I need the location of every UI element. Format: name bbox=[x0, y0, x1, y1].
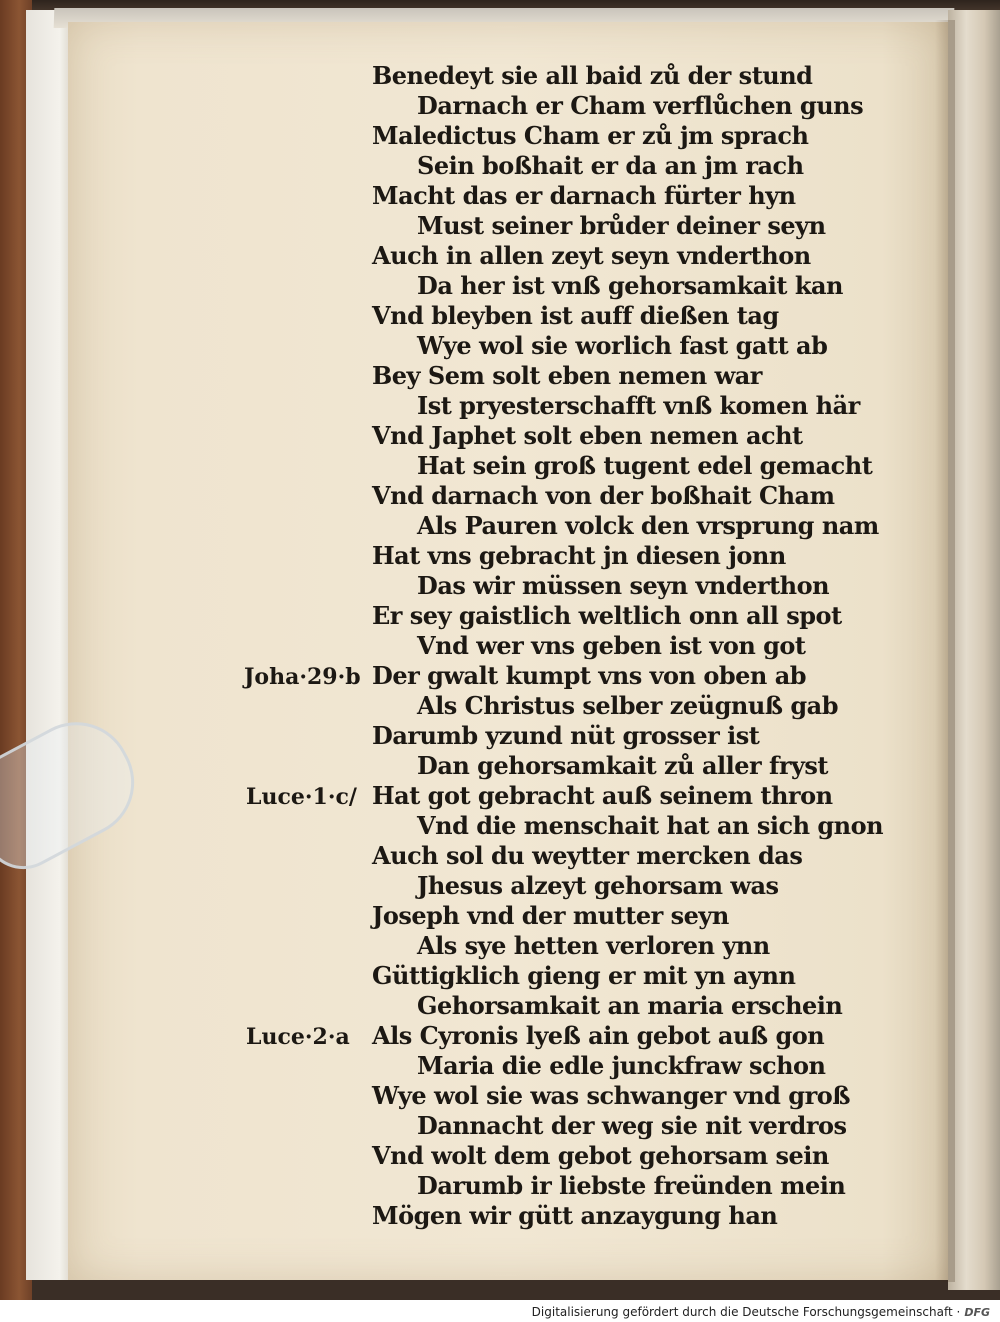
verse-line: Mögen wir gütt anzaygung han bbox=[372, 1201, 778, 1230]
verse-line: Wye wol sie was schwanger vnd groß bbox=[372, 1081, 850, 1110]
verse-line: Er sey gaistlich weltlich onn all spot bbox=[372, 601, 842, 630]
verse-line: Güttigklich gieng er mit yn aynn bbox=[372, 961, 796, 990]
verse-line: Maledictus Cham er zů jm sprach bbox=[372, 121, 809, 150]
margin-reference-john: Joha·29·b bbox=[244, 664, 361, 690]
verse-line: Maria die edle junckfraw schon bbox=[417, 1051, 826, 1080]
verse-line: Bey Sem solt eben nemen war bbox=[372, 361, 762, 390]
verse-line: Gehorsamkait an maria erschein bbox=[417, 991, 843, 1020]
credit-text: Digitalisierung gefördert durch die Deutsche Forschungsgemeinschaft · bbox=[531, 1305, 961, 1319]
verse-line: Must seiner brůder deiner seyn bbox=[417, 211, 826, 240]
digitization-credit-footer bbox=[532, 1303, 990, 1321]
dfg-logo-icon: DFG bbox=[964, 1306, 990, 1319]
verse-line: Hat vns gebracht jn diesen jonn bbox=[372, 541, 786, 570]
verse-line: Darumb yzund nüt grosser ist bbox=[372, 721, 760, 750]
verse-line: Joseph vnd der mutter seyn bbox=[372, 901, 729, 930]
verse-line: Auch sol du weytter mercken das bbox=[372, 841, 803, 870]
verse-line: Vnd die menschait hat an sich gnon bbox=[417, 811, 884, 840]
verse-line: Wye wol sie worlich fast gatt ab bbox=[417, 331, 828, 360]
verse-line: Dannacht der weg sie nit verdros bbox=[417, 1111, 847, 1140]
verse-line: Als Pauren volck den vrsprung nam bbox=[417, 511, 879, 540]
verse-line: Vnd wer vns geben ist von got bbox=[417, 631, 806, 660]
verse-line: Benedeyt sie all baid zů der stund bbox=[372, 61, 813, 90]
verse-line: Jhesus alzeyt gehorsam was bbox=[417, 871, 779, 900]
verse-line: Als Christus selber zeügnuß gab bbox=[417, 691, 839, 720]
verse-line: Das wir müssen seyn vnderthon bbox=[417, 571, 830, 600]
verse-line: Macht das er darnach fürter hyn bbox=[372, 181, 796, 210]
verse-line: Hat got gebracht auß seinem thron bbox=[372, 781, 833, 810]
verse-line: Vnd wolt dem gebot gehorsam sein bbox=[372, 1141, 829, 1170]
margin-reference-luke-2: Luce·2·a bbox=[246, 1024, 350, 1050]
verse-line: Vnd bleyben ist auff dießen tag bbox=[372, 301, 779, 330]
verse-line: Vnd Japhet solt eben nemen acht bbox=[372, 421, 803, 450]
verse-line: Hat sein groß tugent edel gemacht bbox=[417, 451, 873, 480]
verse-line: Darumb ir liebste freünden mein bbox=[417, 1171, 846, 1200]
verse-line: Ist pryesterschafft vnß komen här bbox=[417, 391, 860, 420]
verse-line: Vnd darnach von der boßhait Cham bbox=[372, 481, 835, 510]
verse-line: Als Cyronis lyeß ain gebot auß gon bbox=[372, 1021, 825, 1050]
verse-line: Als sye hetten verloren ynn bbox=[417, 931, 770, 960]
verse-line: Dan gehorsamkait zů aller fryst bbox=[417, 751, 829, 780]
verse-line: Darnach er Cham verflůchen guns bbox=[417, 91, 864, 120]
verse-line: Sein boßhait er da an jm rach bbox=[417, 151, 804, 180]
verse-line: Der gwalt kumpt vns von oben ab bbox=[372, 661, 807, 690]
margin-reference-luke-1: Luce·1·c/ bbox=[246, 784, 357, 810]
verse-line: Auch in allen zeyt seyn vnderthon bbox=[372, 241, 811, 270]
verse-line: Da her ist vnß gehorsamkait kan bbox=[417, 271, 843, 300]
